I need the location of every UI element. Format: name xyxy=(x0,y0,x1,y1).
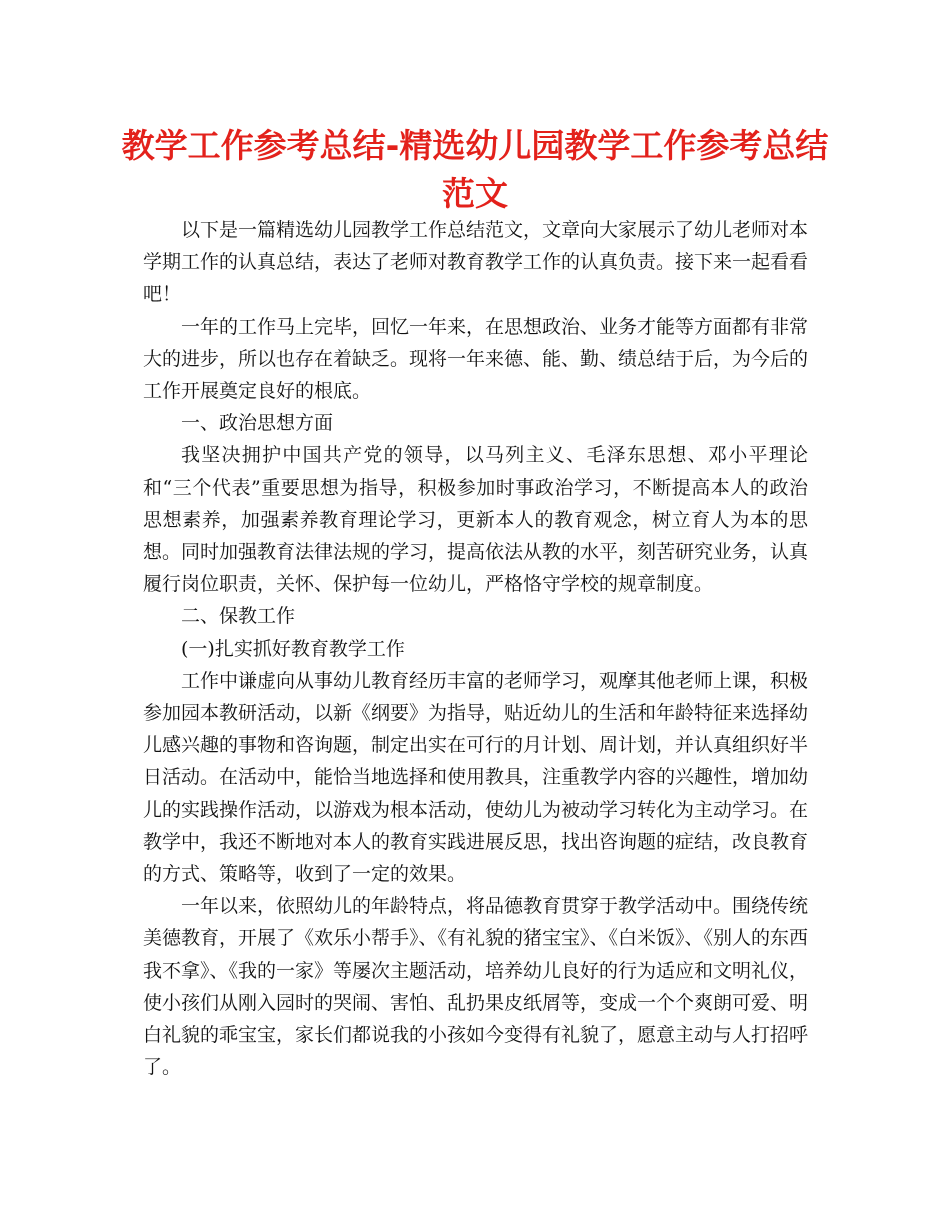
intro-paragraph: 以下是一篇精选幼儿园教学工作总结范文，文章向大家展示了幼儿老师对本学期工作的认真总结，表达了老师对教育教学工作的认真负责。接下来一起看看吧！ xyxy=(143,219,809,306)
moral-education-paragraph: 一年以来，依照幼儿的年龄特点，将品德教育贯穿于教学活动中。围绕传统美德教育，开展了《欢乐小帮手》、《有礼貌的猪宝宝》、《白米饭》、《别人的东西我不拿》、《我的一家》等屡次主题活动，培养幼儿良好的行为适应和文明礼仪，使小孩们从刚入园时的哭闹、害怕、乱扔果皮纸屑等，变成一个个爽朗可爱、明白礼貌的乖宝宝，家长们都说我的小孩如今变得有礼貌了，愿意主动与人打招呼了。 xyxy=(143,895,809,1079)
document-body xyxy=(143,214,808,1083)
teaching-paragraph: 工作中谦虚向从事幼儿教育经历丰富的老师学习，观摩其他老师上课，积极参加园本教研活动，以新《纲要》为指导，贴近幼儿的生活和年龄特征来选择幼儿感兴趣的事物和咨询题，制定出实在可行的月计划、周计划，并认真组织好半日活动。在活动中，能恰当地选择和使用教具，注重教学内容的兴趣性，增加幼儿的实践操作活动，以游戏为根本活动，使幼儿为被动学习转化为主动学习。在教学中，我还不断地对本人的教育实践进展反思，找出咨询题的症结，改良教育的方式、策略等，收到了一定的效果。 xyxy=(143,669,809,886)
overview-paragraph: 一年的工作马上完毕，回忆一年来，在思想政治、业务才能等方面都有非常大的进步，所以也存在着缺乏。现将一年来德、能、勤、绩总结于后，为今后的工作开展奠定良好的根底。 xyxy=(143,315,809,403)
section-heading-politics: 一、政治思想方面 xyxy=(181,412,334,435)
politics-paragraph: 我坚决拥护中国共产党的领导，以马列主义、毛泽东思想、邓小平理论和“三个代表”重要思想为指导，积极参加时事政治学习，不断提高本人的政治思想素养，加强素养教育理论学习，更新本人的教育观念，树立育人为本的思想。同时加强教育法律法规的学习，提高依法从教的水平，刻苦研究业务，认真履行岗位职责，关怀、保护每一位幼儿，严格恪守学校的规章制度。 xyxy=(143,444,809,596)
subsection-heading-teaching: (一)扎实抓好教育教学工作 xyxy=(181,637,405,660)
section-heading-teaching: 二、保教工作 xyxy=(181,605,296,628)
document-title: 教学工作参考总结-精选幼儿园教学工作参考总结范文 xyxy=(121,126,829,213)
